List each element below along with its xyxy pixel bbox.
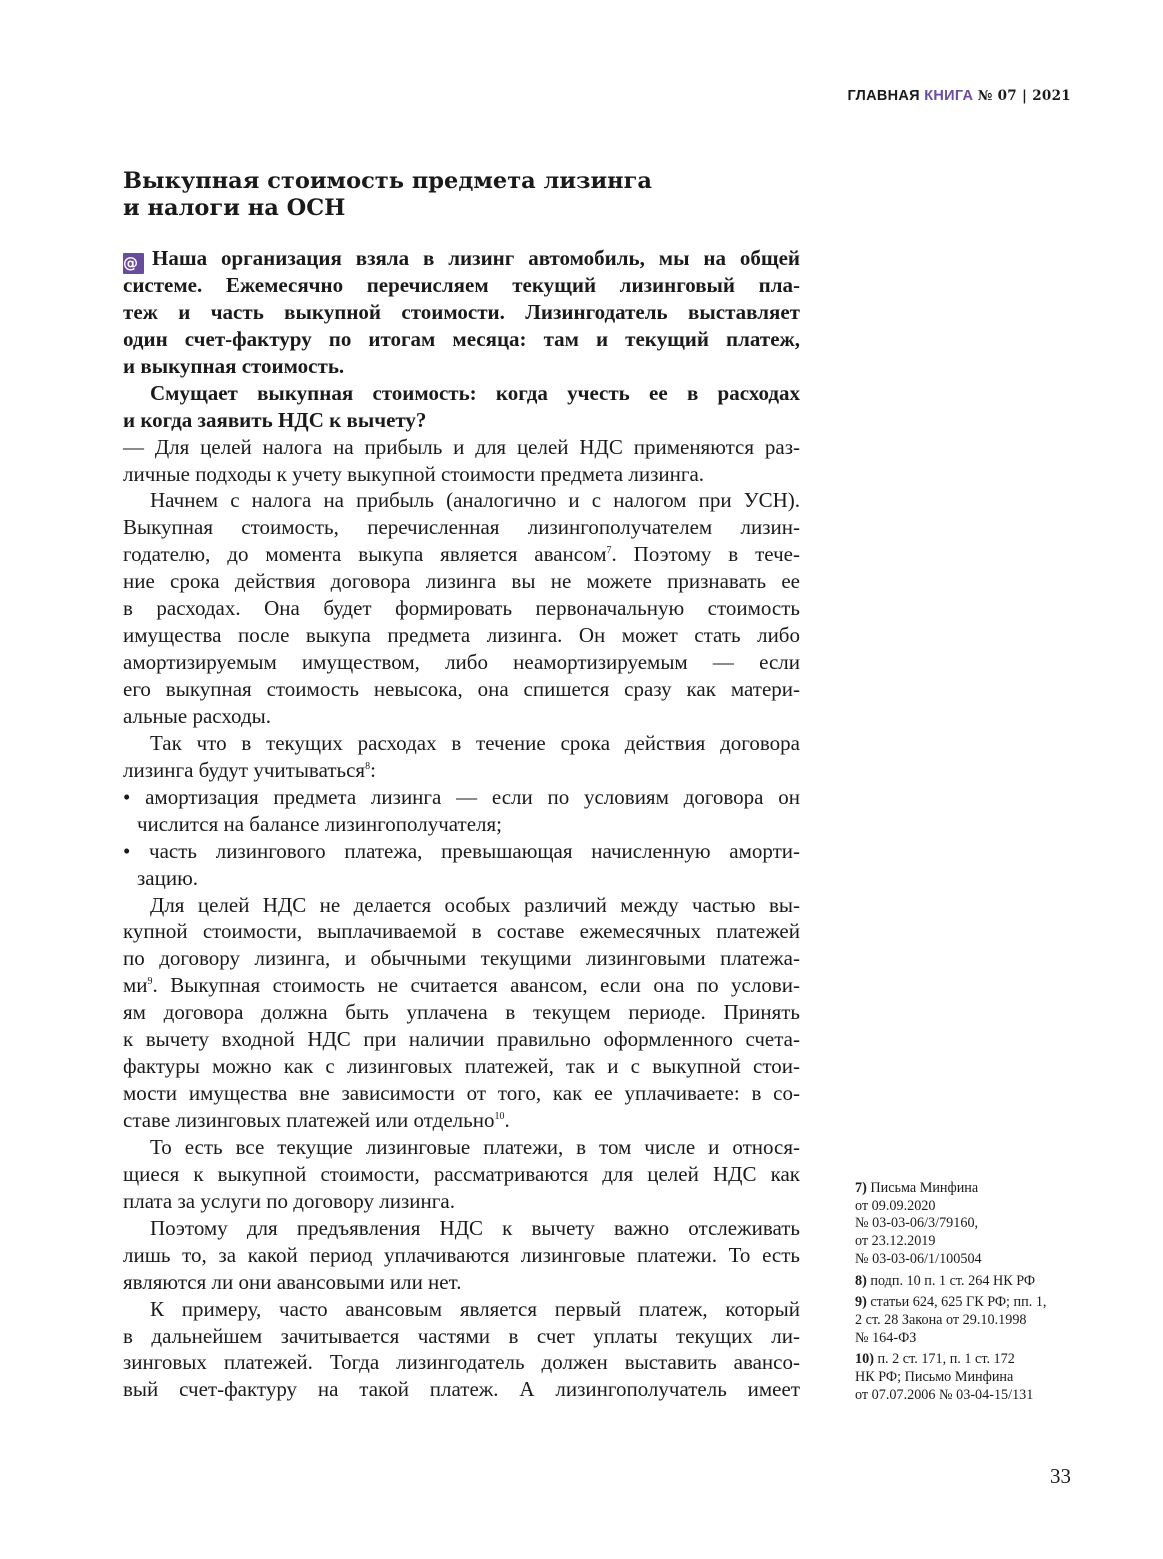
text-line: — Для целей налога на прибыль и для целей НДС применяются раз- [123, 434, 800, 459]
footnote-ref: 7 [606, 545, 612, 557]
issue-number: № 07 | 2021 [977, 88, 1071, 104]
paragraph [123, 1296, 800, 1404]
article-title-line: Выкупная стоимость предмета лизинга [123, 168, 652, 194]
footnote-number: 10) [855, 1351, 878, 1368]
text-line: альные расходы. [123, 703, 271, 728]
text-line: зинговых платежей. Тогда лизингодатель должен выставить авансо- [123, 1350, 800, 1375]
text-line: ставе лизинговых платежей или отдельно$^{10}$. [123, 1108, 510, 1132]
paragraph [123, 892, 800, 1134]
paragraph [123, 487, 800, 729]
text-line: и когда заявить НДС к вычету? [123, 407, 427, 432]
text-line: Выкупная стоимость, перечисленная лизингополучателем лизин- [123, 515, 800, 540]
footnote-line: от 07.07.2006 № 03-04-15/131 [855, 1386, 1034, 1403]
text-line: фактуры можно как с лизинговых платежей, так и с выкупной стои- [123, 1054, 800, 1079]
paragraph [123, 730, 800, 784]
text-line: плата за услуги по договору лизинга. [123, 1188, 455, 1213]
footnote-line: № 164-ФЗ [855, 1329, 917, 1346]
footnote-number: 7) [855, 1180, 871, 1196]
footnote-line: 7) Письма Минфина [855, 1180, 979, 1196]
paragraph [123, 1134, 800, 1215]
text-line: То есть все текущие лизинговые платежи, в том числе и относя- [150, 1134, 800, 1159]
footnote-line: № 03-03-06/1/100504 [855, 1250, 982, 1267]
footnote-number: 8) [855, 1272, 871, 1289]
footnote-line: № 03-03-06/3/79160, [855, 1215, 979, 1232]
text-line: личные подходы к учету выкупной стоимости предмета лизинга. [123, 461, 705, 486]
text-line: @ Наша организация взяла в лизинг автомобиль, мы на общей [123, 246, 800, 272]
footnote-line: 9) статьи 624, 625 ГК РФ; пп. 1, [855, 1294, 1047, 1311]
paragraph [123, 380, 800, 434]
text-line: мости имущества вне зависимости от того, как ее уплачиваете: в со- [123, 1081, 800, 1106]
article-body [123, 245, 800, 1403]
footnote-ref: 10 [494, 1111, 505, 1122]
text-line: • амортизация предмета лизинга — если по условиям договора он [123, 784, 800, 809]
text-line: Начнем с налога на прибыль (аналогично и с налогом при УСН). [150, 488, 800, 513]
paragraph [123, 434, 800, 488]
text-line: системе. Ежемесячно перечисляем текущий лизинговый пла- [123, 272, 800, 297]
magazine-header [847, 88, 1071, 104]
footnote [855, 1180, 1070, 1269]
brand-name-part2: КНИГА [924, 88, 974, 104]
text-line: в расходах. Она будет формировать первоначальную стоимость [123, 596, 800, 621]
text-line: являются ли они авансовыми или нет. [123, 1269, 462, 1294]
text-line: ние срока действия договора лизинга вы не можете признавать ее [123, 569, 800, 594]
brand-name-part1: ГЛАВНАЯ [847, 88, 920, 104]
text-line: и выкупная стоимость. [123, 353, 345, 378]
text-line: щиеся к выкупной стоимости, рассматриваются для целей НДС как [123, 1161, 800, 1186]
article-title-line: и налоги на ОСН [123, 195, 346, 221]
footnote-ref: 8 [365, 760, 371, 772]
text-line: ям договора должна быть уплачена в текущем периоде. Принять [123, 1000, 800, 1025]
text-line: вый счет-фактуру на такой платеж. А лизингополучатель имеет [123, 1377, 800, 1402]
text-line: теж и часть выкупной стоимости. Лизингодатель выставляет [123, 299, 800, 324]
footnote-line: НК РФ; Письмо Минфина [855, 1369, 1014, 1386]
footnote-line: 2 ст. 28 Закона от 29.10.1998 [855, 1311, 1027, 1328]
footnote [855, 1273, 1070, 1291]
text-line: Поэтому для предъявления НДС к вычету важно отслеживать [150, 1215, 800, 1240]
text-line: лизинга будут учитываться$^8$: [123, 757, 376, 782]
paragraph [123, 784, 800, 838]
text-line: числится на балансе лизингополучателя; [137, 811, 503, 836]
footnote-ref: 9 [147, 976, 153, 988]
text-line: имущества после выкупа предмета лизинга. Он может стать либо [123, 623, 800, 648]
text-line: один счет-фактуру по итогам месяца: там и текущий платеж, [123, 326, 800, 351]
footnote-number: 9) [855, 1294, 871, 1311]
article-title [123, 168, 652, 222]
text-line: по договору лизинга, и обычными текущими лизинговыми платежа- [123, 946, 800, 971]
text-line: Смущает выкупная стоимость: когда учесть ее в расходах [150, 380, 800, 405]
text-line: его выкупная стоимость невысока, она спишется сразу как матери- [123, 677, 800, 701]
text-line: Так что в текущих расходах в течение срока действия договора [150, 730, 800, 755]
text-line: лишь то, за какой период уплачиваются лизинговые платежи. То есть [123, 1242, 800, 1267]
text-line: годателю, до момента выкупа является авансом$^7$. Поэтому в тече- [123, 542, 800, 567]
page-number: 33 [1050, 1464, 1071, 1488]
footnote-line: от 23.12.2019 [855, 1233, 936, 1250]
text-line: амортизируемым имуществом, либо неамортизируемым — если [123, 650, 800, 675]
text-line: • часть лизингового платежа, превышающая начисленную аморти- [123, 838, 800, 863]
text-line: купной стоимости, выплачиваемой в составе ежемесячных платежей [123, 919, 800, 944]
text-line: $ми^9$. Выкупная стоимость не считается авансом, если она по услови- [123, 973, 800, 998]
text-line: К примеру, часто авансовым является первый платеж, который [150, 1296, 800, 1321]
text-line: к вычету входной НДС при наличии правильно оформленного счета- [123, 1027, 800, 1052]
footnote [855, 1351, 1070, 1404]
question-at-icon: @ [123, 253, 144, 274]
footnote-line: 10) п. 2 ст. 171, п. 1 ст. 172 [855, 1351, 1015, 1368]
footnote-line: от 09.09.2020 [855, 1197, 936, 1214]
footnote-line: 8) подп. 10 п. 1 ст. 264 НК РФ [855, 1272, 1036, 1289]
paragraph [123, 245, 800, 380]
text-line: зацию. [137, 865, 199, 890]
text-line: Для целей НДС не делается особых различий между частью вы- [150, 892, 800, 917]
text-line: в дальнейшем зачитывается частями в счет уплаты текущих ли- [123, 1323, 800, 1348]
paragraph [123, 1215, 800, 1296]
paragraph [123, 838, 800, 892]
footnote [855, 1294, 1070, 1347]
footnotes [855, 1180, 1070, 1408]
